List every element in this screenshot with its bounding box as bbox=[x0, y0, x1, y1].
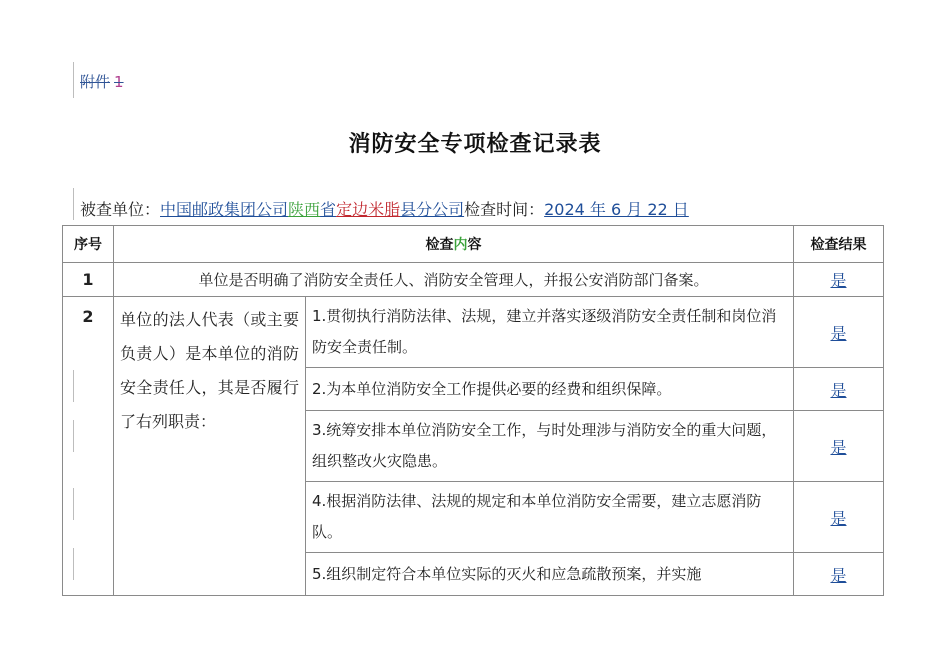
unit-name-part-4[interactable]: 定边米脂 bbox=[336, 200, 401, 219]
header-content-a: 检查 bbox=[425, 237, 454, 253]
table-header-row bbox=[63, 226, 884, 263]
attachment-text: 附件 bbox=[80, 73, 111, 91]
attachment-number: 1 bbox=[114, 73, 124, 91]
result-link[interactable]: 是 bbox=[830, 323, 847, 343]
inspection-table bbox=[62, 225, 884, 596]
duty-item: 3.统筹安排本单位消防安全工作，与时处理涉与消防安全的重大问题，组织整改火灾隐患。 bbox=[306, 411, 794, 482]
attachment-label bbox=[80, 71, 124, 92]
result-link[interactable]: 是 bbox=[830, 380, 847, 400]
duty-result bbox=[794, 411, 884, 482]
duty-result bbox=[794, 368, 884, 411]
unit-name-part-2[interactable]: 陕西 bbox=[288, 200, 321, 219]
table-row bbox=[63, 297, 884, 368]
duty-item: 4.根据消防法律、法规的规定和本单位消防安全需要，建立志愿消防队。 bbox=[306, 482, 794, 553]
unit-name-part-5[interactable]: 县分公司 bbox=[400, 200, 465, 219]
row-result bbox=[794, 263, 884, 297]
document-title: 消防安全专项检查记录表 bbox=[348, 132, 602, 157]
time-label: 检查时间： bbox=[464, 200, 545, 219]
unit-label: 被查单位： bbox=[80, 200, 161, 219]
attachment-margin-mark bbox=[73, 62, 74, 98]
inspection-info-line bbox=[80, 197, 689, 220]
header-seq: 序号 bbox=[63, 226, 114, 263]
unit-name-part-1[interactable]: 中国邮政集团公司 bbox=[160, 200, 289, 219]
table-row bbox=[63, 263, 884, 297]
duty-item: 1.贯彻执行消防法律、法规，建立并落实逐级消防安全责任制和岗位消防安全责任制。 bbox=[306, 297, 794, 368]
result-link[interactable]: 是 bbox=[830, 271, 847, 290]
header-content-c: 容 bbox=[467, 237, 482, 253]
row-content: 单位是否明确了消防安全责任人、消防安全管理人，并报公安消防部门备案。 bbox=[114, 263, 794, 297]
header-content bbox=[114, 226, 794, 263]
result-link[interactable]: 是 bbox=[830, 565, 847, 585]
unit-name-part-3[interactable]: 省 bbox=[320, 200, 337, 219]
row-role: 单位的法人代表（或主要负责人）是本单位的消防安全责任人，其是否履行了右列职责： bbox=[114, 297, 306, 596]
row-seq: 1 bbox=[63, 263, 114, 297]
duty-result bbox=[794, 482, 884, 553]
duty-item: 5.组织制定符合本单位实际的灭火和应急疏散预案，并实施 bbox=[306, 553, 794, 596]
info-margin-mark bbox=[73, 188, 74, 220]
duty-item: 2.为本单位消防安全工作提供必要的经费和组织保障。 bbox=[306, 368, 794, 411]
header-content-b: 内 bbox=[453, 237, 468, 253]
result-link[interactable]: 是 bbox=[830, 508, 847, 528]
result-link[interactable]: 是 bbox=[830, 437, 847, 457]
header-result: 检查结果 bbox=[794, 226, 884, 263]
duty-result bbox=[794, 553, 884, 596]
inspection-date[interactable]: 2024 年 6 月 22 日 bbox=[544, 200, 689, 219]
row-seq: 2 bbox=[63, 297, 114, 596]
duty-result bbox=[794, 297, 884, 368]
